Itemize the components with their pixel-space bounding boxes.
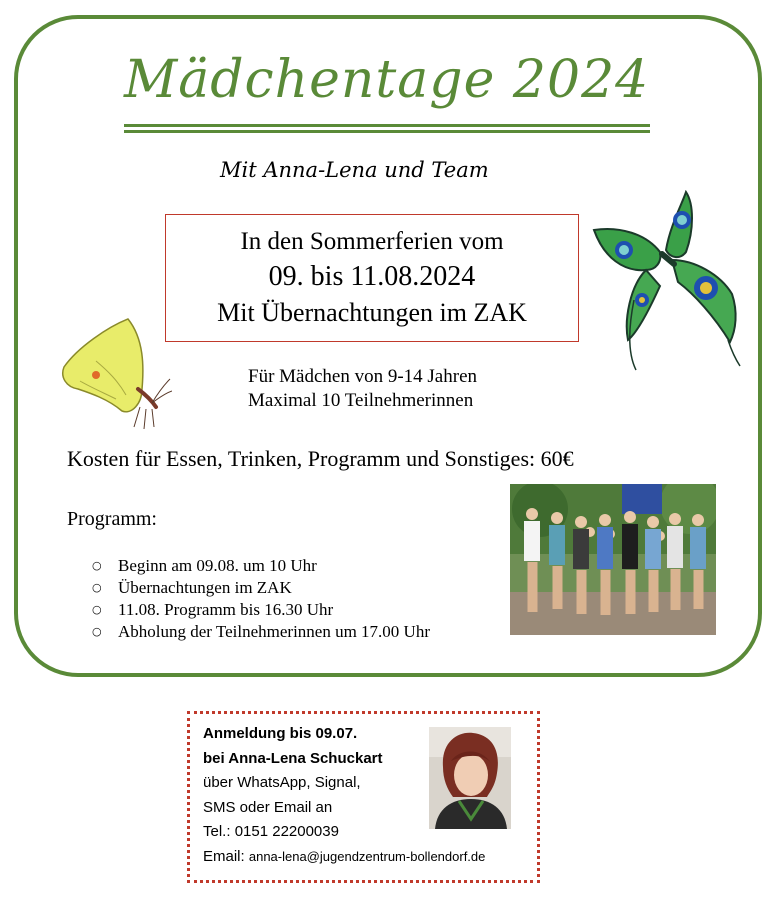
date-line-3: Mit Übernachtungen im ZAK [217, 298, 527, 327]
bullet-icon: ○ [92, 581, 102, 594]
bullet-icon: ○ [92, 603, 102, 616]
date-line-1: In den Sommerferien vom [240, 228, 504, 255]
title-underline-bottom [124, 130, 650, 133]
email-link[interactable]: anna-lena@jugendzentrum-bollendorf.de [248, 848, 486, 864]
email-row [203, 845, 537, 870]
list-item: ○ Beginn am 09.08. um 10 Uhr [92, 556, 317, 575]
contact-channels: über WhatsApp, Signal, [203, 774, 361, 791]
max-participants: Maximal 10 Teilnehmerinnen [248, 390, 474, 411]
date-box [165, 214, 579, 342]
list-item: ○ Abholung der Teilnehmerinnen um 17.00 Uhr [92, 622, 430, 641]
date-line-2: 09. bis 11.08.2024 [268, 261, 476, 292]
list-item: ○ 11.08. Programm bis 16.30 Uhr [92, 600, 334, 619]
title-underline-top [124, 124, 650, 127]
bullet-icon: ○ [92, 625, 102, 638]
bullet-icon: ○ [92, 559, 102, 572]
contact-person: bei Anna-Lena Schuckart [203, 749, 383, 767]
audience-info [248, 365, 477, 413]
program-heading: Programm: [67, 508, 157, 530]
age-range: Für Mädchen von 9-14 Jahren [248, 366, 478, 387]
costs-line: Kosten für Essen, Trinken, Programm und Sonstiges: 60€ [67, 446, 574, 471]
subtitle: Mit Anna-Lena und Team [220, 158, 489, 182]
program-list [92, 555, 430, 643]
contact-channels-2: SMS oder Email an [203, 798, 333, 816]
list-item: ○ Übernachtungen im ZAK [92, 578, 292, 597]
registration-deadline: Anmeldung bis 09.07. [203, 725, 358, 742]
avatar [429, 727, 511, 829]
email-label: Email: [203, 847, 245, 865]
green-butterfly-icon [590, 190, 744, 372]
group-photo [510, 484, 716, 635]
phone-label: Tel.: [203, 823, 231, 840]
yellow-butterfly-icon [56, 315, 172, 430]
page-title: Mädchentage 2024 [124, 50, 650, 110]
phone-number[interactable]: 0151 22200039 [234, 823, 339, 840]
